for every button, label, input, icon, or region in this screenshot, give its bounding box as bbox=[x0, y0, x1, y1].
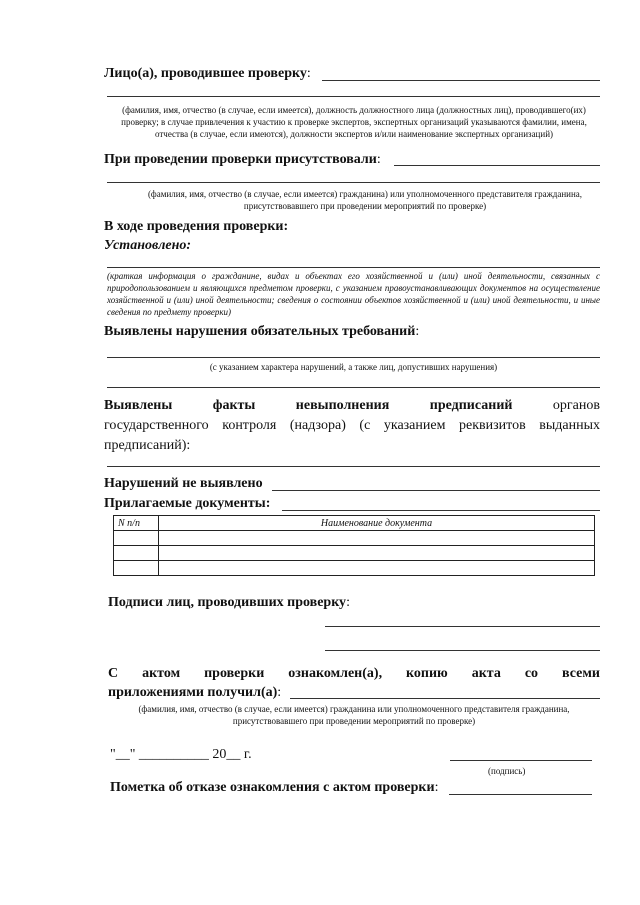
table-header-name: Наименование документа bbox=[159, 516, 595, 531]
present-note: (фамилия, имя, отчество (в случае, если имеется) гражданина) или уполномоченного представителя гражданина, присутствовавшего при проведении мероприятий по проверке) bbox=[147, 189, 583, 211]
acquainted-word: С bbox=[108, 666, 119, 681]
prescriptions-word-1: Выявлены bbox=[104, 398, 173, 413]
table-header-row bbox=[114, 516, 595, 531]
established-note: (краткая информация о гражданине, видах и объектах его хозяйственной и (или) иной деятельности, связанных с природопользованием и являющихся предметом проверки, с указанием правоустанавливающих документов на осуществление хозяйственной и (или) иной деятельности; сведения о состоянии объектов хозяйственной и (или) иной деятельности, и иные сведения по предмету проверки) bbox=[107, 271, 600, 317]
inspectors-line-1[interactable] bbox=[322, 80, 600, 81]
acquainted-line[interactable] bbox=[290, 698, 600, 699]
prescriptions-word-2: факты bbox=[212, 398, 256, 413]
refusal-label: Пометка об отказе ознакомления с актом проверки: bbox=[110, 780, 439, 795]
acquainted-word: со bbox=[524, 666, 539, 681]
attachments-table bbox=[113, 515, 595, 576]
attachments-line[interactable] bbox=[282, 510, 600, 511]
inspectors-label: Лицо(а), проводившее проверку: bbox=[104, 66, 311, 81]
signatures-label: Подписи лиц, проводивших проверку: bbox=[108, 595, 350, 610]
no-violations-label: Нарушений не выявлено bbox=[104, 476, 263, 491]
present-line-2[interactable] bbox=[107, 182, 600, 183]
table-row bbox=[114, 561, 595, 576]
acquainted-word: акта bbox=[471, 666, 501, 681]
date-field[interactable]: "__" __________ 20__ г. bbox=[110, 747, 252, 762]
table-row bbox=[114, 531, 595, 546]
no-violations-line[interactable] bbox=[272, 490, 600, 491]
prescriptions-first-line bbox=[104, 396, 600, 416]
violations-note: (с указанием характера нарушений, а также лиц, допустивших нарушения) bbox=[209, 362, 498, 372]
signature-line-1[interactable] bbox=[325, 626, 600, 627]
prescriptions-line[interactable] bbox=[107, 466, 600, 467]
refusal-line[interactable] bbox=[449, 794, 592, 795]
table-cell[interactable] bbox=[159, 531, 595, 546]
present-line-1[interactable] bbox=[394, 165, 600, 166]
sign-line[interactable] bbox=[450, 760, 592, 761]
attachments-label: Прилагаемые документы: bbox=[104, 496, 271, 511]
table-row bbox=[114, 546, 595, 561]
established-line[interactable] bbox=[107, 267, 600, 268]
table-cell[interactable] bbox=[159, 546, 595, 561]
established-label: Установлено: bbox=[104, 238, 192, 253]
during-label: В ходе проведения проверки: bbox=[104, 219, 289, 234]
signature-line-2[interactable] bbox=[325, 650, 600, 651]
violations-line-1[interactable] bbox=[107, 357, 600, 358]
prescriptions-word-5: органов bbox=[552, 398, 600, 413]
sign-note: (подпись) bbox=[488, 766, 526, 776]
table-cell[interactable] bbox=[114, 546, 159, 561]
table-cell[interactable] bbox=[159, 561, 595, 576]
prescriptions-word-3: невыполнения bbox=[295, 398, 390, 413]
acquainted-first-line bbox=[108, 664, 600, 684]
acquainted-word: актом bbox=[142, 666, 181, 681]
acquainted-note: (фамилия, имя, отчество (в случае, если имеется) гражданина или уполномоченного представителя гражданина, присутствовавшего при проведении мероприятий по проверке) bbox=[138, 704, 570, 726]
acquainted-second-line: приложениями получил(а): bbox=[108, 685, 282, 700]
prescriptions-word-4: предписаний bbox=[429, 398, 513, 413]
violations-line-2[interactable] bbox=[107, 387, 600, 388]
present-label: При проведении проверки присутствовали: bbox=[104, 152, 381, 167]
table-cell[interactable] bbox=[114, 561, 159, 576]
acquainted-word: проверки bbox=[204, 666, 265, 681]
acquainted-word: копию bbox=[406, 666, 448, 681]
inspectors-line-2[interactable] bbox=[107, 96, 600, 97]
violations-label: Выявлены нарушения обязательных требований: bbox=[104, 324, 420, 339]
table-header-number: N п/п bbox=[114, 516, 159, 531]
prescriptions-continuation: государственного контроля (надзора) (с указанием реквизитов выданных предписаний): bbox=[104, 418, 600, 453]
inspectors-note: (фамилия, имя, отчество (в случае, если имеется), должность должностного лица (должностных лиц), проводившего(их) проверку; в случае привлечения к участию к проверке экспертов, экспертных организаций указываются фамилии, имена, отчества (в случае, если имеются), должности экспертов и/или наименование экспертных организаций) bbox=[121, 105, 587, 139]
table-cell[interactable] bbox=[114, 531, 159, 546]
acquainted-word: всеми bbox=[562, 666, 600, 681]
acquainted-word: ознакомлен(а), bbox=[288, 666, 383, 681]
